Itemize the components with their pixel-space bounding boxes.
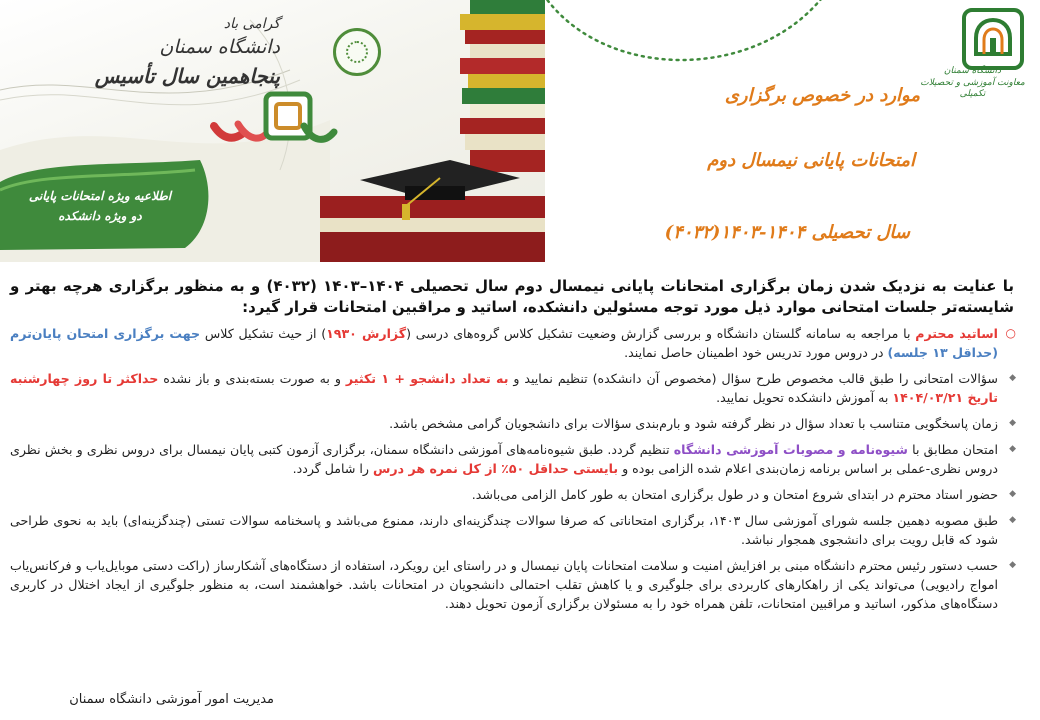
item4-part1: امتحان مطابق با: [907, 442, 998, 457]
item2-part5: به آموزش دانشکده تحویل نمایید.: [716, 390, 893, 405]
item1-part3: گزارش ۱۹۳۰: [326, 326, 407, 341]
announcement-body: [10, 276, 1020, 620]
item2-part3: و به صورت بسته‌بندی و باز نشده: [158, 371, 346, 386]
item4-part3: تنظیم گردد. طبق شیوه‌نامه‌های آموزشی دانشگاه سمنان، برگزاری آزمون کتبی پایان نیمسال برای دروس نظری و بخش نظری دروس نظری-عملی بر اساس برنامه زمان‌بندی اعلام شده الزامی بوده و: [10, 442, 998, 476]
item1-part2: با مراجعه به سامانه گلستان دانشگاه و بررسی گزارش وضعیت تشکیل کلاس گروه‌های درسی (: [406, 326, 916, 341]
item2-part2: به تعداد دانشجو + ۱ تکثیر: [345, 371, 509, 386]
signature: مدیریت امور آموزشی دانشگاه سمنان: [69, 692, 274, 707]
list-item: [10, 414, 1020, 433]
announcement-line-2: دو ویژه دانشکده: [58, 209, 142, 224]
item4-part5: را شامل گردد.: [292, 461, 374, 476]
title-line-1: موارد در خصوص برگزاری: [724, 85, 920, 106]
university-logo-caption: [915, 66, 1030, 101]
list-item: [10, 485, 1020, 504]
item2-part1: سؤالات امتحانی را طبق قالب مخصوص طرح سؤال (مخصوص آن دانشکده) تنظیم نمایید و: [508, 371, 998, 386]
university-logo-icon: [962, 8, 1024, 70]
item4-part2: شیوه‌نامه و مصوبات آموزشی دانشگاه: [673, 442, 908, 457]
item5-text: حضور استاد محترم در ابتدای شروع امتحان و در طول برگزاری امتحان به طور کامل الزامی می‌باشد.: [471, 487, 998, 502]
item1-part5: جهت برگزاری امتحان پایان‌ترم (حداقل ۱۳ جلسه): [10, 326, 998, 360]
anniversary-text: [30, 14, 280, 91]
decorative-dotted-curve: [520, 0, 850, 90]
logo-caption-line-2: معاونت آموزشی و تحصیلات تکمیلی: [920, 77, 1025, 100]
item4-part4: بایستی حداقل ۵۰٪ از کل نمره هر درس: [373, 461, 619, 476]
list-item: [10, 556, 1020, 613]
item7-text: حسب دستور رئیس محترم دانشگاه مبنی بر افزایش امنیت و سلامت امتحانات پایان نیمسال و در راستای این رویکرد، استفاده از دستگاه‌های آشکارساز (راکت دستی موبایل‌یاب و فرکانس‌یاب امواج رادیویی) می‌تواند یکی از راهکارهای کاربردی برای جلوگیری و یا کاهش تقلب احتمالی دانشجویان در امتحانات باشد. خواهشمند است، به منظور جلوگیری از ایجاد اختلال در کاربری دستگاه‌های مذکور، اساتید و مراقبین امتحانات، تلفن همراه خود را به مسئولان برگزاری آزمون تحویل دهند.: [10, 558, 998, 611]
announcement-label: [25, 186, 175, 227]
anniversary-50-logo: [208, 86, 338, 162]
announcement-line-1: اطلاعیه ویژه امتحانات پایانی: [28, 189, 172, 203]
anniversary-line-1: گرامی باد: [223, 16, 280, 32]
books-graduation-cap-icon: [320, 0, 545, 262]
list-item: [10, 324, 1020, 362]
list-item: [10, 440, 1020, 478]
title-line-2: امتحانات پایانی نیمسال دوم: [707, 150, 915, 171]
list-item: [10, 511, 1020, 549]
anniversary-line-2: دانشگاه سمنان: [159, 36, 280, 59]
item1-part6: در دروس مورد تدریس خود اطمینان حاصل نمایند.: [624, 345, 888, 360]
item1-part4: ) از حیث تشکیل کلاس: [200, 326, 327, 341]
rules-list: [10, 324, 1020, 613]
intro-paragraph: با عنایت به نزدیک شدن زمان برگزاری امتحانات پایانی نیمسال دوم سال تحصیلی ۱۴۰۴–۱۴۰۳ (۴۰۳۲) و به منظور برگزاری هرچه بهتر و شایسته‌تر جلسات امتحانی موارد ذیل مورد توجه مسئولین دانشکده، اساتید و مراقبین امتحانات قرار گیرد:: [10, 277, 1014, 316]
list-item: [10, 369, 1020, 407]
item2-part4: حداکثر تا روز چهارشنبه تاریخ ۱۴۰۴/۰۳/۲۱: [10, 371, 998, 405]
item1-part1: اساتید محترم: [915, 326, 998, 341]
anniversary-line-3: پنجاهمین سال تأسیس: [94, 63, 280, 88]
title-line-3: سال تحصیلی ۱۴۰۴-۱۴۰۳(۴۰۳۲): [664, 222, 910, 243]
item3-text: زمان پاسخگویی متناسب با تعداد سؤال در نظر گرفته شود و بارم‌بندی سؤالات برای دانشجویان گرامی مشخص باشد.: [389, 416, 998, 431]
banner-image: [0, 0, 545, 262]
item6-text: طبق مصوبه دهمین جلسه شورای آموزشی سال ۱۴۰۳، برگزاری امتحاناتی که صرفا سوالات چندگزینه‌ای دارند، ممنوع می‌باشد و پاسخنامه سوالات تستی (چندگزینه‌ای) باید به نحوی طراحی شود که قابل رویت برای دانشجوی همجوار نباشد.: [10, 513, 998, 547]
logo-caption-line-1: دانشگاه سمنان: [943, 66, 1002, 76]
